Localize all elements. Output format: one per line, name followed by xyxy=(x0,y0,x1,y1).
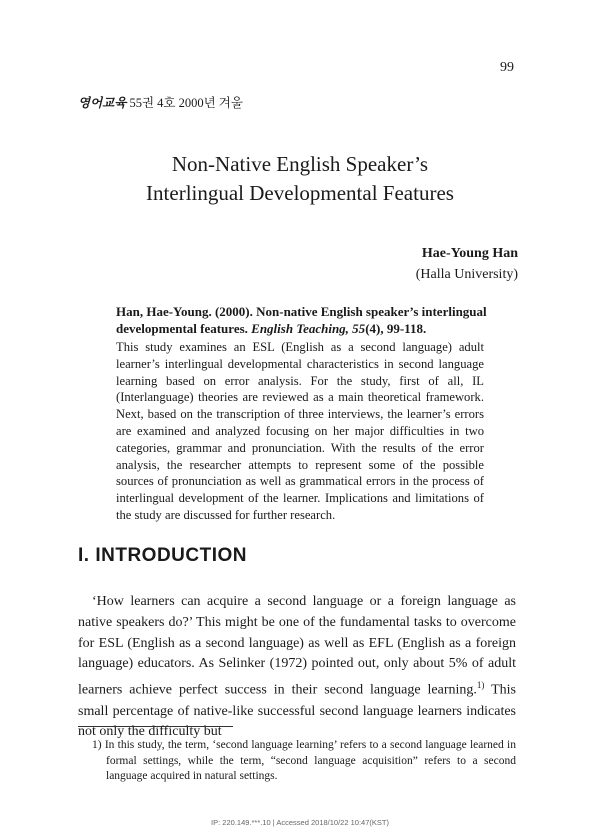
title-line-2: Interlingual Developmental Features xyxy=(146,181,454,205)
author-affiliation: (Halla University) xyxy=(415,267,518,282)
footnote: 1) In this study, the term, ‘second language learning’ refers to a second language learned in formal settings, while the term, “second language acquisition” refers to a second language acquired in natural settings. xyxy=(92,739,516,782)
body-text-part-2: This small percentage of native-like successful second language learners indicates not only the difficulty but xyxy=(78,682,517,740)
title-line-1: Non-Native English Speaker’s xyxy=(171,152,429,176)
section-heading: I. INTRODUCTION xyxy=(78,545,247,566)
journal-info xyxy=(78,93,243,111)
abstract: This study examines an ESL (English as a second language) adult learner’s interlingual developmental characteristics in second language learning based on error analysis. For the study, first of all, IL (Interlanguage) theories are reviewed as a main theoretical framework. Next, based on the transcription of three interviews, the learner’s errors are examined and analyzed focusing on her major difficulties in two categories, grammar and pronunciation. With the results of the error analysis, the researcher attempts to represent some of the possible sources of pronunciation as well as grammatical errors in the process of interlingual development of the learner. Implications and limitations of the study are discussed for further research. xyxy=(116,340,484,522)
footnote-marker: 1) xyxy=(476,680,485,691)
paper-title xyxy=(0,150,600,208)
journal-name: 영어교육 xyxy=(78,96,127,110)
author-name: Hae-Young Han xyxy=(421,246,518,261)
body-paragraph xyxy=(78,592,516,743)
body-text-part-1: ‘How learners can acquire a second language or a foreign language as native speakers do?’ This might be one of the fundamental tasks to overcome for ESL (English as a second language) as well as EFL (English as a foreign language) educators. As Selinker (1972) pointed out, only about 5% of adult learners achieve perfect success in their second language learning. xyxy=(78,594,516,698)
author-block xyxy=(416,243,518,285)
page-number: 99 xyxy=(500,60,514,75)
footnote-divider xyxy=(78,726,233,727)
citation-journal: English Teaching, 55 xyxy=(251,321,366,336)
citation xyxy=(116,303,488,337)
access-watermark: IP: 220.149.***.10 | Accessed 2018/10/22 10:47(KST) xyxy=(211,818,389,827)
journal-issue: 55권 4호 2000년 겨울 xyxy=(126,96,243,110)
citation-prefix: Han, Hae-Young. (2000). Non-native English speaker’s interlingual developmental features. xyxy=(116,304,487,336)
citation-suffix: (4), 99-118. xyxy=(365,321,427,336)
